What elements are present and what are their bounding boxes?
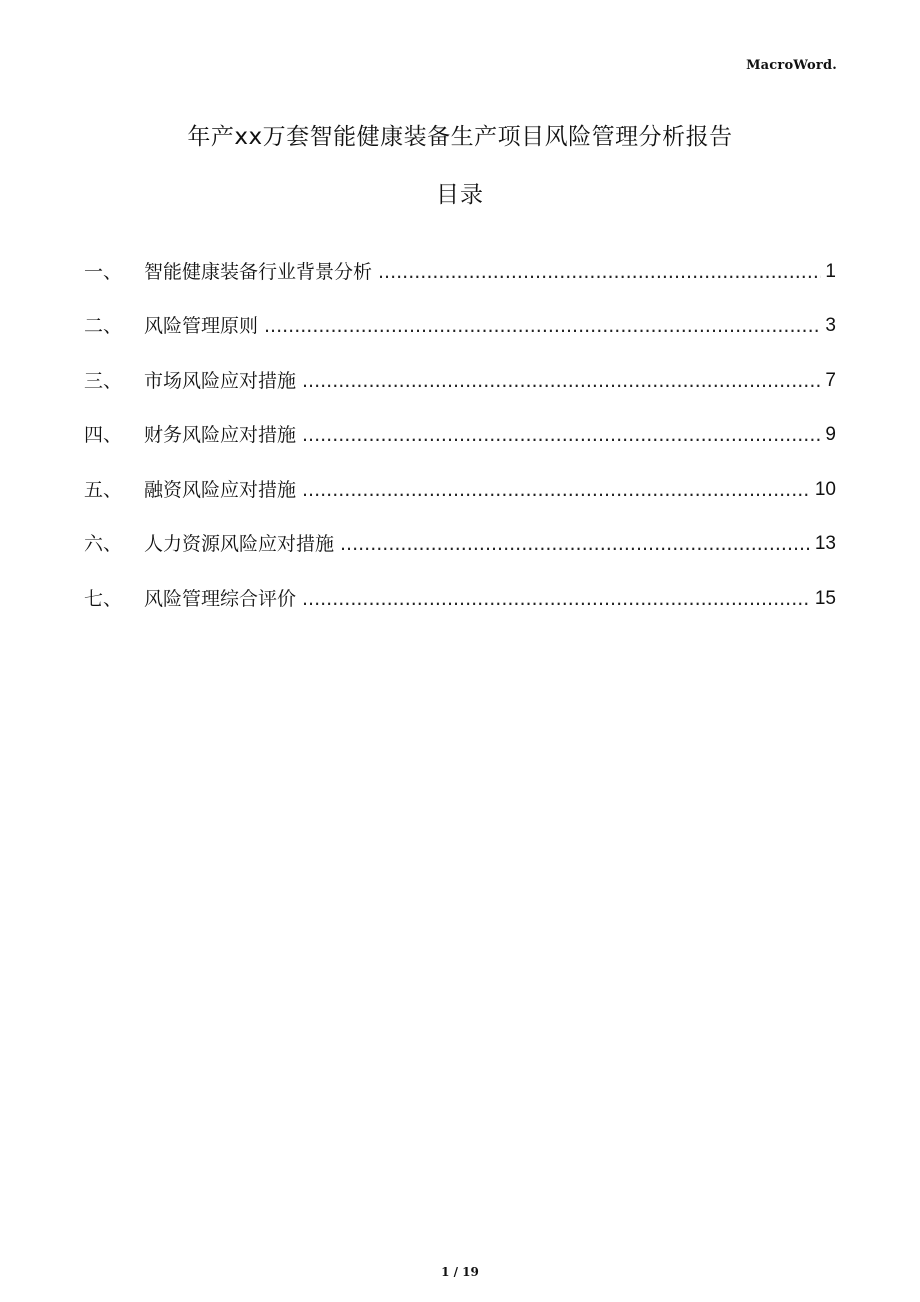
toc-dot-leader — [378, 255, 821, 289]
toc-entry-number: 七、 — [84, 587, 123, 610]
toc-heading: 目录 — [436, 182, 484, 208]
toc-dot-leader — [340, 527, 811, 561]
toc-entry-page: 9 — [825, 424, 836, 445]
toc-entry-title: 人力资源风险应对措施 — [144, 533, 335, 555]
toc-entry-title: 融资风险应对措施 — [144, 478, 297, 501]
toc-entry-number: 六、 — [84, 533, 123, 555]
toc-entry-5[interactable] — [84, 452, 836, 507]
toc-entry-page: 7 — [825, 369, 836, 391]
toc-dot-leader — [302, 582, 811, 616]
toc-dot-leader — [302, 473, 811, 507]
toc-dot-leader — [302, 418, 821, 452]
toc-entry-2[interactable] — [84, 289, 836, 344]
table-of-contents — [84, 234, 836, 616]
toc-entry-title: 市场风险应对措施 — [144, 369, 297, 392]
toc-entry-page: 13 — [814, 533, 836, 554]
page-number-indicator: 1 / 19 — [441, 1265, 479, 1279]
toc-entry-page: 1 — [825, 260, 836, 282]
header-brand: MacroWord. — [746, 58, 837, 73]
toc-entry-title: 智能健康装备行业背景分析 — [144, 260, 373, 283]
toc-entry-6[interactable] — [84, 507, 836, 562]
toc-entry-page: 10 — [814, 478, 836, 500]
toc-entry-number: 五、 — [84, 478, 123, 501]
toc-entry-number: 四、 — [84, 424, 123, 446]
toc-entry-title: 财务风险应对措施 — [144, 424, 297, 446]
toc-dot-leader — [302, 364, 821, 398]
toc-dot-leader — [264, 309, 821, 343]
toc-entry-title: 风险管理综合评价 — [144, 587, 297, 610]
toc-entry-number: 一、 — [84, 260, 123, 283]
toc-entry-4[interactable] — [84, 398, 836, 453]
toc-entry-number: 三、 — [84, 369, 123, 392]
document-title: 年产xx万套智能健康装备生产项目风险管理分析报告 — [187, 124, 733, 150]
toc-entry-7[interactable] — [84, 561, 836, 616]
toc-entry-page: 3 — [825, 315, 836, 336]
toc-entry-1[interactable] — [84, 234, 836, 289]
toc-entry-3[interactable] — [84, 343, 836, 398]
toc-entry-number: 二、 — [84, 315, 123, 337]
toc-entry-page: 15 — [814, 587, 836, 609]
toc-entry-title: 风险管理原则 — [144, 315, 259, 337]
